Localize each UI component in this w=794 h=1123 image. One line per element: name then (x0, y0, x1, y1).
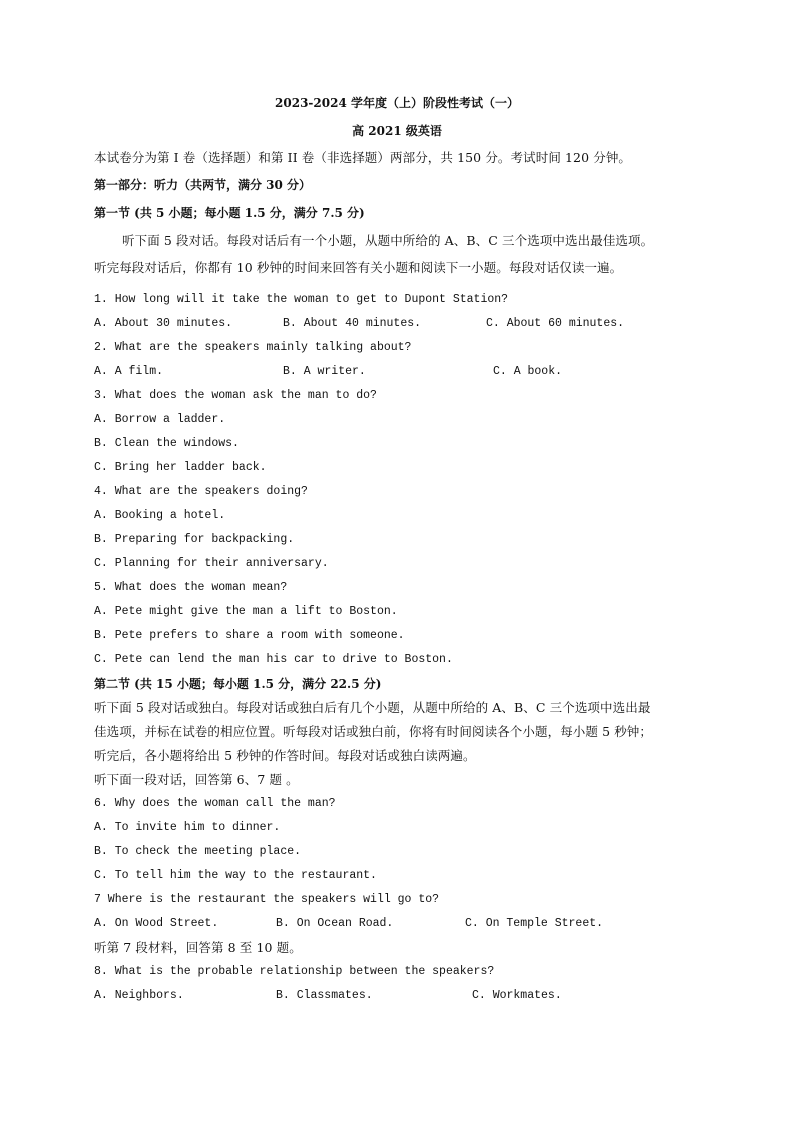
question-2-option-b: B. A writer. (283, 365, 366, 378)
question-5-option-a: A. Pete might give the man a lift to Boston. (94, 605, 398, 618)
question-5-option-c: C. Pete can lend the man his car to drive to Boston. (94, 653, 453, 666)
question-6-stem: 6. Why does the woman call the man? (94, 797, 336, 810)
section2-heading: 第二节 (共 15 小题；每小题 1.5 分，满分 22.5 分) (94, 677, 382, 691)
question-1-option-c: C. About 60 minutes. (486, 317, 625, 330)
question-3-option-a: A. Borrow a ladder. (94, 413, 226, 426)
question-3-option-c: C. Bring her ladder back. (94, 461, 267, 474)
question-2-stem: 2. What are the speakers mainly talking about? (94, 341, 412, 354)
question-6-option-b: B. To check the meeting place. (94, 845, 302, 858)
part1-heading: 第一部分：听力（共两节，满分 30 分） (94, 178, 312, 192)
question-3-stem: 3. What does the woman ask the man to do? (94, 389, 377, 402)
section2-instruction-line1: 听下面 5 段对话或独白。每段对话或独白后有几个小题，从题中所给的 A、B、C 三个选项中选出最 (94, 700, 651, 715)
question-5-stem: 5. What does the woman mean? (94, 581, 288, 594)
section1-heading: 第一节 (共 5 小题；每小题 1.5 分，满分 7.5 分) (94, 206, 365, 220)
exam-title: 2023-2024 学年度（上）阶段性考试（一） (275, 96, 519, 110)
question-7-stem: 7 Where is the restaurant the speakers will go to? (94, 893, 440, 906)
question-6-option-c: C. To tell him the way to the restaurant. (94, 869, 377, 882)
question-8-option-a: A. Neighbors. (94, 989, 184, 1002)
question-4-option-a: A. Booking a hotel. (94, 509, 226, 522)
question-4-option-b: B. Preparing for backpacking. (94, 533, 295, 546)
question-1-option-b: B. About 40 minutes. (283, 317, 422, 330)
question-8-option-c: C. Workmates. (472, 989, 562, 1002)
section2-instruction-line2: 佳选项，并标在试卷的相应位置。听每段对话或独白前，你将有时间阅读各个小题，每小题 5 秒钟； (94, 724, 653, 739)
question-4-stem: 4. What are the speakers doing? (94, 485, 308, 498)
exam-intro: 本试卷分为第 I 卷（选择题）和第 II 卷（非选择题）两部分，共 150 分。考试时间 120 分钟。 (94, 150, 632, 165)
section1-instruction-line2: 听完每段对话后，你都有 10 秒钟的时间来回答有关小题和阅读下一小题。每段对话仅读一遍。 (94, 260, 623, 275)
dialog-8-10-instruction: 听第 7 段材料，回答第 8 至 10 题。 (94, 940, 302, 955)
question-2-option-c: C. A book. (493, 365, 563, 378)
question-1-stem: 1. How long will it take the woman to get to Dupont Station? (94, 293, 509, 306)
question-3-option-b: B. Clean the windows. (94, 437, 239, 450)
dialog-6-7-instruction: 听下面一段对话，回答第 6、7 题 。 (94, 772, 299, 787)
question-8-stem: 8. What is the probable relationship between the speakers? (94, 965, 495, 978)
question-6-option-a: A. To invite him to dinner. (94, 821, 281, 834)
question-7-option-b: B. On Ocean Road. (276, 917, 394, 930)
question-2-option-a: A. A film. (94, 365, 164, 378)
question-7-option-c: C. On Temple Street. (465, 917, 604, 930)
question-7-option-a: A. On Wood Street. (94, 917, 219, 930)
question-8-option-b: B. Classmates. (276, 989, 373, 1002)
question-5-option-b: B. Pete prefers to share a room with someone. (94, 629, 405, 642)
question-1-option-a: A. About 30 minutes. (94, 317, 233, 330)
exam-subtitle: 高 2021 级英语 (352, 124, 442, 138)
section1-instruction-line1: 听下面 5 段对话。每段对话后有一个小题，从题中所给的 A、B、C 三个选项中选出最佳选项。 (122, 233, 654, 248)
question-4-option-c: C. Planning for their anniversary. (94, 557, 329, 570)
section2-instruction-line3: 听完后，各小题将给出 5 秒钟的作答时间。每段对话或独白读两遍。 (94, 748, 476, 763)
